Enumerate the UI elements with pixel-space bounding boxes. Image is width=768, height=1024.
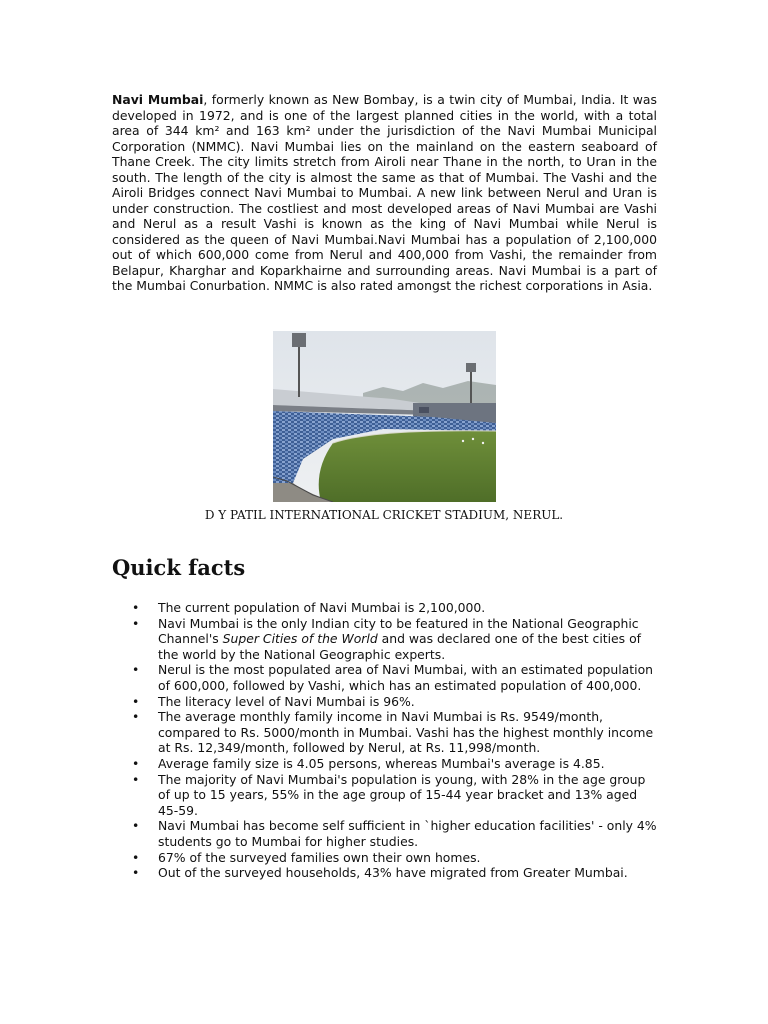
fact-text: Out of the surveyed households, 43% have migrated from Greater Mumbai.	[158, 865, 628, 881]
quick-facts-list	[112, 600, 657, 881]
fact-text: 67% of the surveyed families own their own homes.	[158, 849, 481, 865]
list-item	[112, 818, 657, 849]
photo-caption: D Y PATIL INTERNATIONAL CRICKET STADIUM, NERUL.	[204, 508, 564, 522]
fact-text: The average monthly family income in Navi Mumbai is Rs. 9549/month, compared to Rs. 5000/month in Mumbai. Vashi has the highest monthly income at Rs. 12,349/month, followed by Nerul, at Rs. 11,998/month.	[158, 709, 654, 756]
list-item	[112, 662, 657, 693]
quick-facts-heading: Quick facts	[112, 555, 246, 580]
fact-text: Average family size is 4.05 persons, whereas Mumbai's average is 4.85.	[158, 755, 605, 771]
fact-text: Navi Mumbai has become self sufficient in `higher education facilities' - only 4% students go to Mumbai for higher studies.	[158, 818, 657, 849]
fact-text: Nerul is the most populated area of Navi Mumbai, with an estimated population of 600,000, followed by Vashi, which has an estimated population of 400,000.	[158, 662, 654, 693]
fact-text: Navi Mumbai is the only Indian city to be featured in the National Geographic Channel's	[158, 615, 639, 647]
show-title: Super Cities of the World	[222, 631, 378, 647]
stadium-photo	[273, 331, 496, 502]
fact-text: The majority of Navi Mumbai's population is young, with 28% in the age group of up to 15 years, 55% in the age group of 15-44 year bracket and 13% aged 45-59.	[158, 771, 646, 818]
intro-paragraph	[112, 92, 657, 294]
list-item	[112, 616, 657, 663]
list-item	[112, 756, 657, 772]
fact-text: The literacy level of Navi Mumbai is 96%.	[158, 693, 415, 709]
intro-text: , formerly known as New Bombay, is a twin city of Mumbai, India. It was developed in 1972, and is one of the largest planned cities in the world, with a total area of 344 km² and 163 km² under the jurisdiction of the Navi Mumbai Municipal Corporation (NMMC). Navi Mumbai lies on the mainland on the eastern seaboard of Thane Creek. The city limits stretch from Airoli near Thane in the north, to Uran in the south. The length of the city is almost the same as that of Mumbai. The Vashi and the Airoli Bridges connect Navi Mumbai to Mumbai. A new link between Nerul and Uran is under construction. The costliest and most developed areas of Navi Mumbai are Vashi and Nerul as a result Vashi is known as the king of Navi Mumbai while Nerul is considered as the queen of Navi Mumbai.Navi Mumbai has a population of 2,100,000 out of which 600,000 come from Nerul and 400,000 from Vashi, the remainder from Belapur, Kharghar and Koparkhairne and surrounding areas. Navi Mumbai is a part of the Mumbai Conurbation. NMMC is also rated amongst the richest corporations in Asia.	[112, 92, 657, 293]
intro-bold-term: Navi Mumbai	[112, 92, 204, 107]
list-item	[112, 694, 657, 710]
list-item	[112, 865, 657, 881]
fact-text: The current population of Navi Mumbai is 2,100,000.	[158, 600, 486, 615]
list-item	[112, 600, 657, 616]
fact-text: and was declared one of the best cities of the world by the National Geographic experts.	[158, 631, 642, 662]
list-item	[112, 850, 657, 866]
list-item	[112, 709, 657, 756]
list-item	[112, 772, 657, 819]
